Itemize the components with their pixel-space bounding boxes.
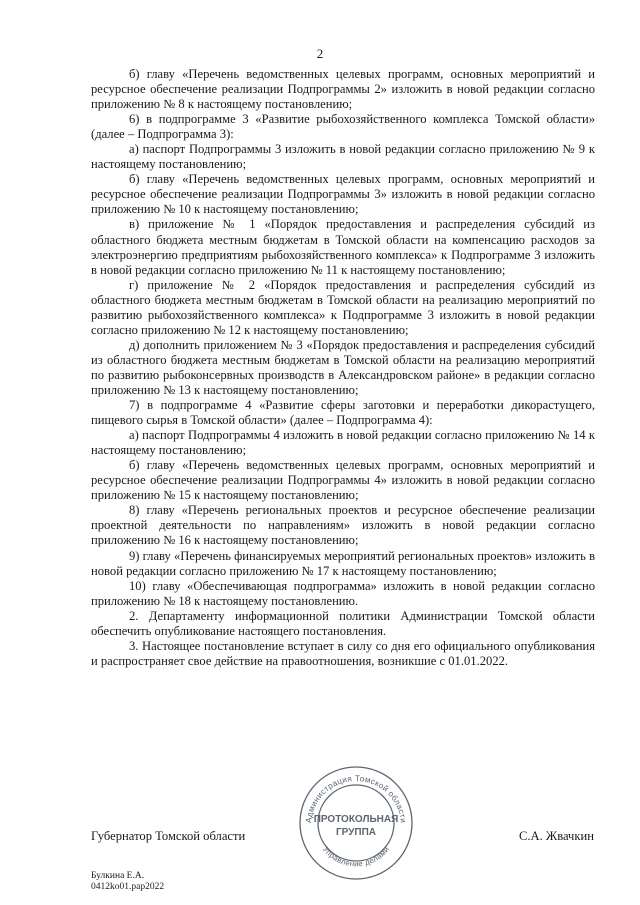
paragraph-6a: а) паспорт Подпрограммы 3 изложить в новой редакции согласно приложению № 9 к настоящему постановлению; (91, 142, 595, 172)
document-code: 0412ko01.pap2022 (91, 882, 165, 892)
paragraph-6g: г) приложение № 2 «Порядок предоставления и распределения субсидий из областного бюджета местным бюджетам в Томской области на реализацию мероприятий по развитию рыбохозяйственного комплекса» к Подпрограмме 3 изложить в новой редакции согласно приложению № 12 к настоящему постановлению; (91, 277, 595, 337)
signatory-name: С.А. Жвачкин (518, 829, 594, 843)
paragraph-item-3: 3. Настоящее постановление вступает в силу со дня его официального опубликования и распространяет свое действие на правоотношения, возникшие с 01.01.2022. (91, 638, 595, 668)
paragraph-6v: в) приложение № 1 «Порядок предоставления и распределения субсидий из областного бюджета местным бюджетам в Томской области на компенсацию расходов за электроэнергию предприятиям рыбохозяйственного комплекса» к Подпрограмме 3 изложить в новой редакции согласно приложению № 11 к настоящему постановлению; (91, 217, 595, 277)
executor-block (91, 871, 164, 893)
document-body (91, 67, 595, 669)
paragraph-5b: б) главу «Перечень ведомственных целевых программ, основных мероприятий и ресурсное обеспечение реализации Подпрограммы 2» изложить в новой редакции согласно приложению № 8 к настоящему постановлению; (91, 67, 595, 112)
paragraph-6: 6) в подпрограмме 3 «Развитие рыбохозяйственного комплекса Томской области» (далее – Подпрограмма 3): (91, 112, 595, 142)
signatory-position: Губернатор Томской области (91, 829, 246, 843)
paragraph-7: 7) в подпрограмме 4 «Развитие сферы заготовки и переработки дикорастущего, пищевого сырья в Томской области» (далее – Подпрограмма 4): (91, 398, 595, 428)
stamp-inner-line2: ГРУППА (335, 827, 377, 838)
stamp-inner-line1: ПРОТОКОЛЬНАЯ (313, 814, 399, 825)
stamp-bottom-text: Управление делами (320, 844, 392, 869)
stamp-outer-text: Администрация Томской области (304, 773, 408, 824)
paragraph-item-2: 2. Департаменту информационной политики Администрации Томской области обеспечить опубликование настоящего постановления. (91, 608, 595, 638)
executor-name: Булкина Е.А. (91, 871, 145, 881)
page-number: 2 (316, 46, 324, 61)
paragraph-6b: б) главу «Перечень ведомственных целевых программ, основных мероприятий и ресурсное обеспечение реализации Подпрограммы 3» изложить в новой редакции согласно приложению № 10 к настоящему постановлению; (91, 172, 595, 217)
paragraph-7a: а) паспорт Подпрограммы 4 изложить в новой редакции согласно приложению № 14 к настоящему постановлению; (91, 428, 595, 458)
paragraph-9: 9) главу «Перечень финансируемых мероприятий региональных проектов» изложить в новой редакции согласно приложению № 17 к настоящему постановлению; (91, 548, 596, 578)
protocol-group-stamp (297, 764, 415, 882)
paragraph-8: 8) главу «Перечень региональных проектов и ресурсное обеспечение реализации проектной деятельности по направлениям» изложить в новой редакции согласно приложению № 16 к настоящему постановлению; (91, 503, 595, 548)
paragraph-7b: б) главу «Перечень ведомственных целевых программ, основных мероприятий и ресурсное обеспечение реализации Подпрограммы 4» изложить в новой редакции согласно приложению № 15 к настоящему постановлению; (91, 458, 595, 503)
paragraph-6d: д) дополнить приложением № 3 «Порядок предоставления и распределения субсидий из областного бюджета местным бюджетам в Томской области на реализацию мероприятий по развитию рыбоконсервных производств в Александровском районе» в редакции согласно приложению № 13 к настоящему постановлению; (91, 337, 595, 397)
paragraph-10: 10) главу «Обеспечивающая подпрограмма» изложить в новой редакции согласно приложению № 18 к настоящему постановлению. (91, 578, 595, 608)
